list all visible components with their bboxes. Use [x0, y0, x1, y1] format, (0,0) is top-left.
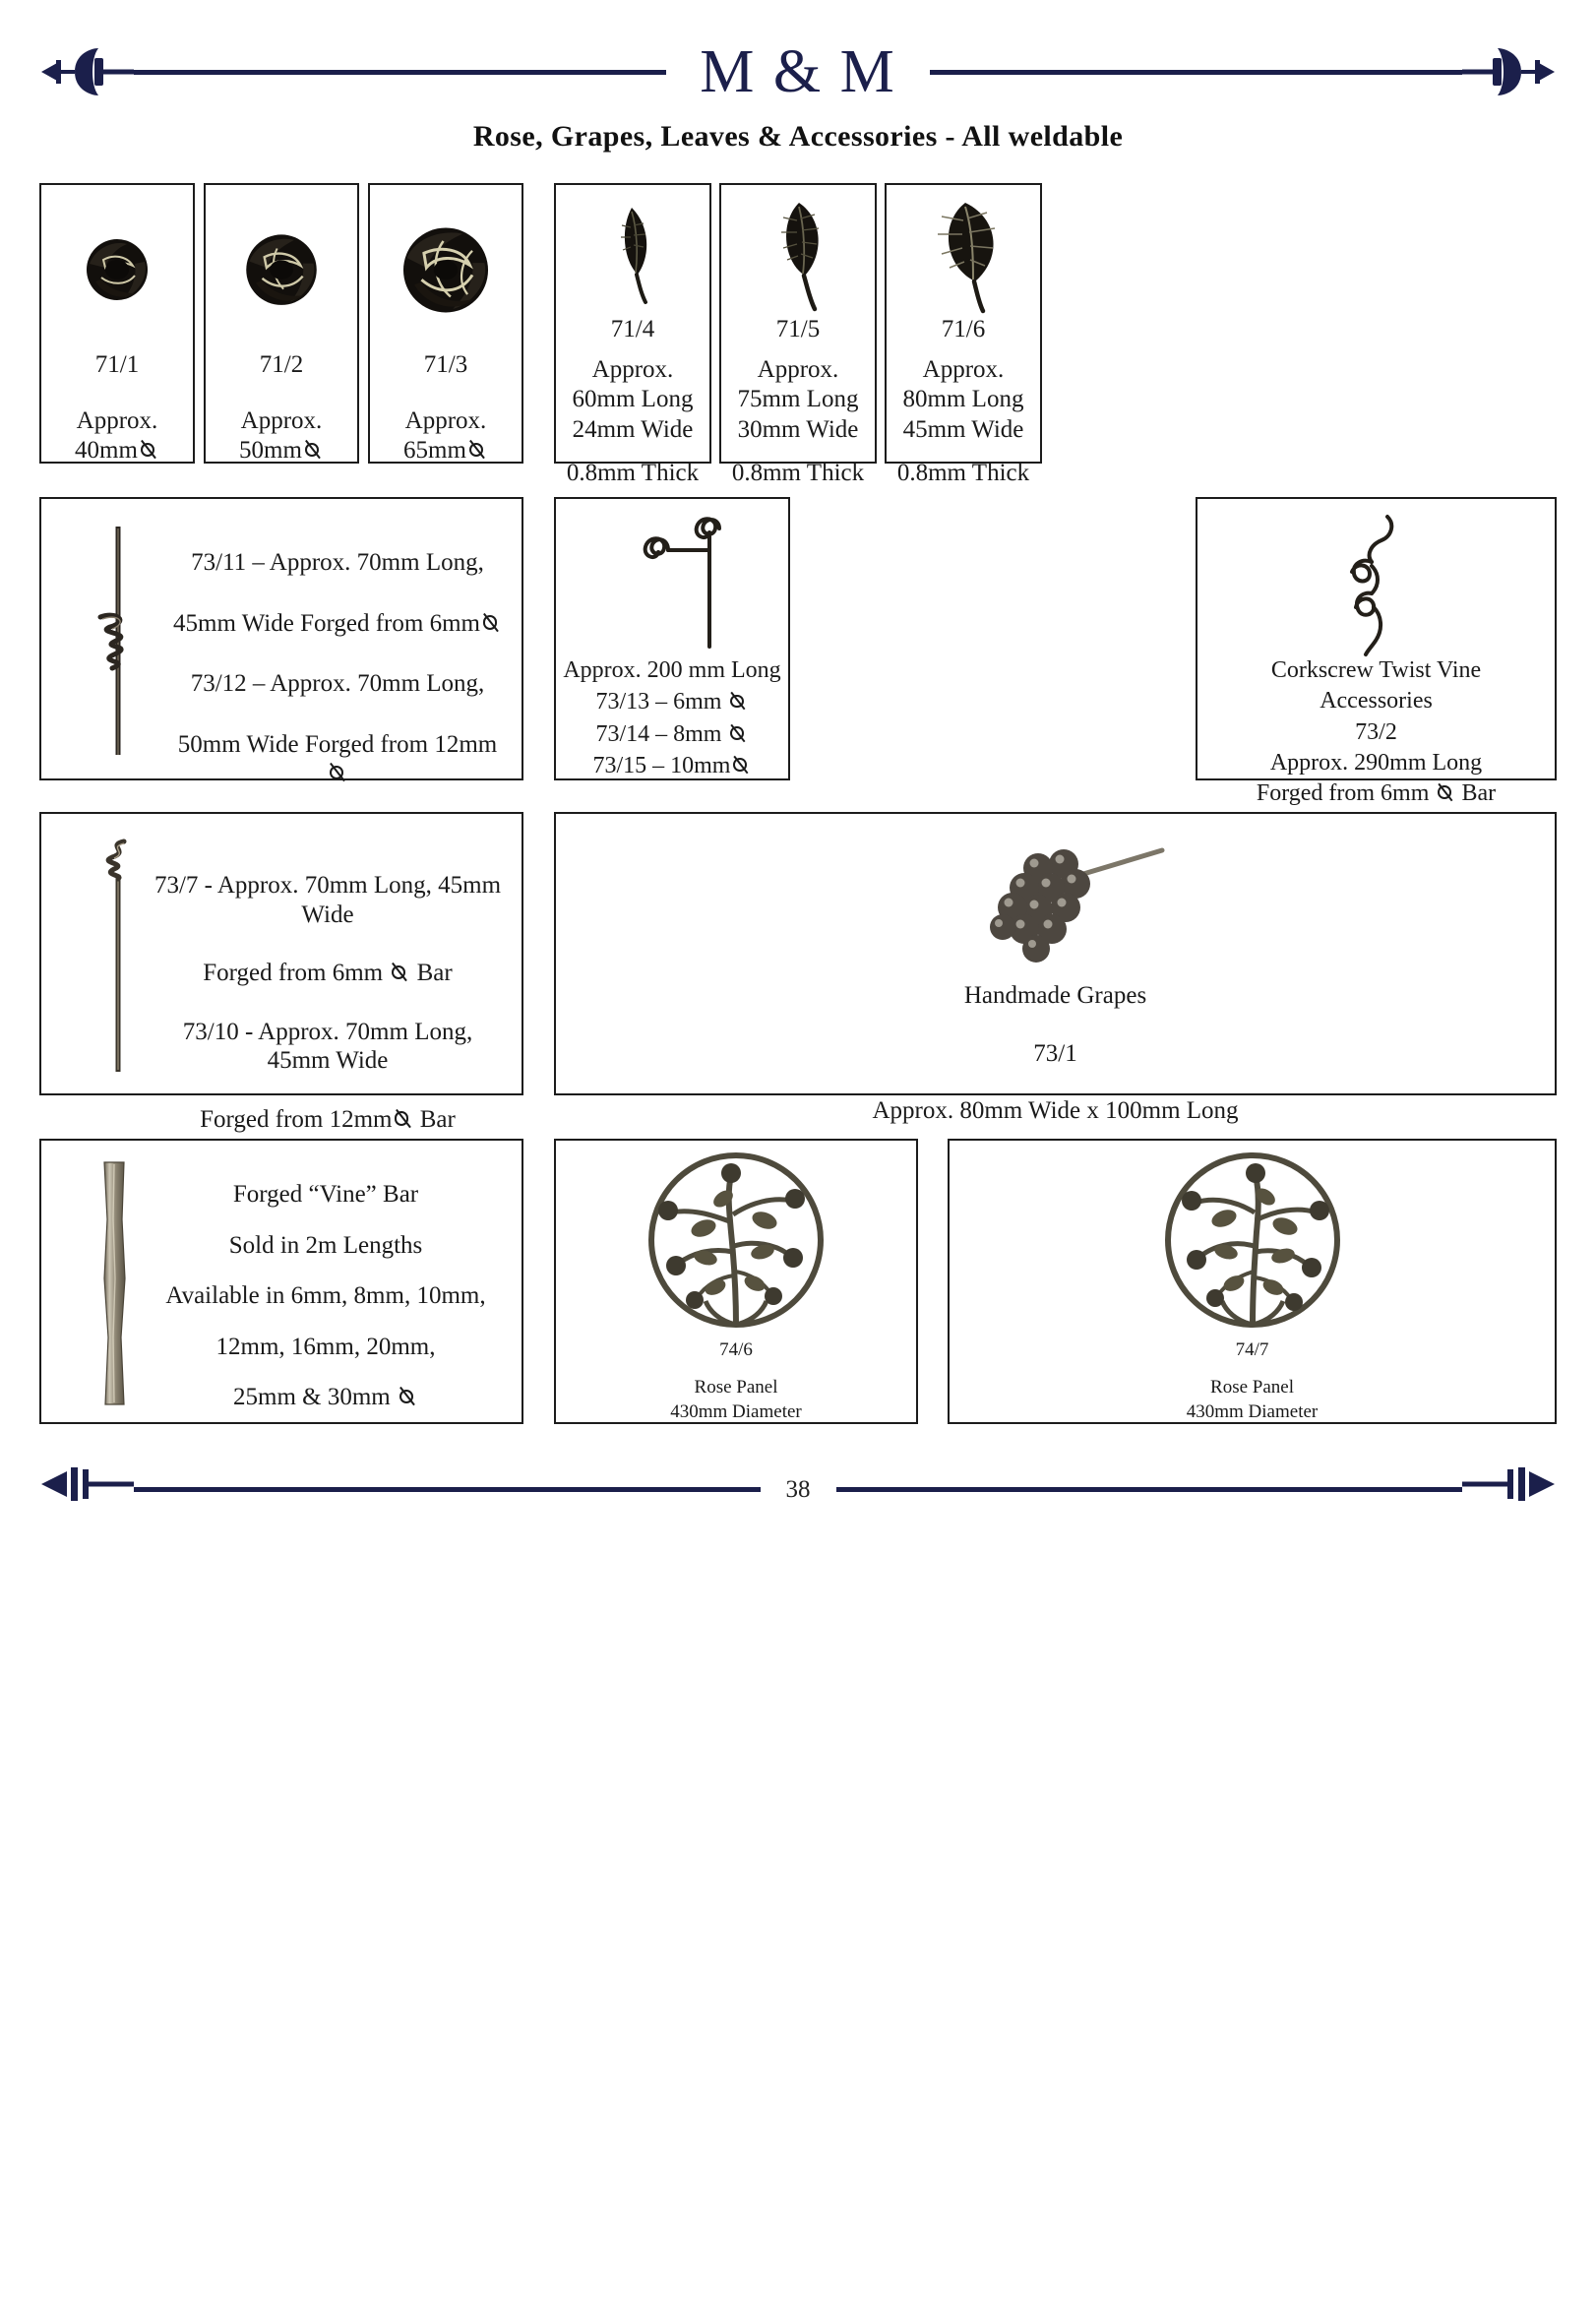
product-length: 75mm Long	[737, 386, 859, 412]
desc-line-2: Sold in 2m Lengths	[228, 1231, 423, 1259]
product-code: 71/3	[423, 351, 468, 378]
product-diameter	[41, 436, 193, 466]
desc-line-2: Accessories	[1320, 688, 1433, 715]
product-diameter-value: 65mm	[403, 437, 466, 464]
page-subtitle: Rose, Grapes, Leaves & Accessories - All weldable	[472, 120, 1124, 153]
diameter-icon	[731, 756, 750, 775]
product-size: 430mm Diameter	[1186, 1401, 1319, 1423]
product-card-71-4	[554, 183, 711, 486]
desc-line-4	[556, 752, 788, 780]
rose-panel-photo	[950, 1150, 1555, 1342]
diameter-icon	[1436, 783, 1454, 802]
desc-line-4	[150, 1105, 506, 1135]
forged-spiral-spike-icon	[89, 836, 148, 1077]
rose-bloom-icon	[388, 210, 504, 326]
desc-line-2	[169, 609, 506, 639]
product-approx-label: Approx.	[76, 406, 158, 434]
product-code: 74/6	[719, 1339, 753, 1360]
product-approx-label: Approx.	[240, 406, 323, 434]
pigtail-scroll-icon	[593, 507, 751, 654]
product-code: 71/1	[94, 351, 140, 378]
product-diameter	[370, 436, 522, 466]
product-code: 71/4	[610, 316, 655, 342]
header-rule	[39, 37, 1557, 106]
handmade-grapes-photo	[556, 828, 1555, 970]
page-number: 38	[785, 1475, 811, 1503]
desc-line-4-text: Forged from 12mm	[200, 1105, 393, 1133]
diameter-icon	[728, 723, 747, 742]
product-card-74-7	[948, 1139, 1557, 1424]
grape-bunch-icon	[918, 821, 1194, 978]
product-caption	[556, 981, 1555, 1127]
product-name: Rose Panel	[694, 1376, 778, 1398]
product-card-71-3	[368, 183, 523, 464]
leaf-icon	[598, 202, 667, 310]
desc-line-1: Forged “Vine” Bar	[232, 1181, 419, 1208]
product-diameter-value: 50mm	[239, 437, 302, 464]
diameter-icon	[139, 440, 158, 460]
desc-line-5-text: 25mm & 30mm	[233, 1384, 391, 1410]
product-caption	[206, 350, 357, 466]
product-card-vine-bar	[39, 1139, 523, 1424]
desc-line-5-suffix: Bar	[1461, 780, 1497, 807]
footer-rule-line-right	[836, 1487, 1463, 1492]
product-caption	[41, 350, 193, 466]
product-diameter	[206, 436, 357, 466]
product-code: 73/1	[1033, 1039, 1077, 1067]
product-caption	[887, 315, 1040, 489]
product-card-74-6	[554, 1139, 918, 1424]
diameter-icon	[728, 692, 747, 711]
product-thickness: 0.8mm Thick	[896, 460, 1030, 486]
rose-photo	[370, 199, 522, 337]
product-card-73-2	[1196, 497, 1557, 807]
footer-rule	[39, 1461, 1557, 1517]
desc-line-3	[556, 720, 788, 749]
corkscrew-twist-icon	[1322, 509, 1431, 656]
product-length: 80mm Long	[902, 386, 1024, 412]
product-thickness: 0.8mm Thick	[566, 460, 700, 486]
leaf-photo	[721, 197, 875, 315]
product-caption	[370, 350, 522, 466]
rose-panel-ring-icon	[593, 1153, 879, 1340]
product-card-73-13-73-15	[554, 497, 790, 780]
header-rule-line-right	[930, 70, 1462, 75]
desc-line-2-text: Forged from 6mm	[203, 960, 384, 986]
product-size: Approx. 80mm Wide x 100mm Long	[872, 1097, 1239, 1124]
leaf-icon	[754, 197, 842, 315]
forged-collar-bar-icon	[87, 523, 150, 759]
diameter-icon	[394, 1109, 413, 1129]
desc-line-4: Approx. 290mm Long	[1269, 749, 1483, 776]
desc-line-2-text: 73/13 – 6mm	[595, 689, 722, 715]
product-description	[1197, 656, 1555, 810]
product-card-71-1	[39, 183, 195, 464]
product-description	[150, 871, 506, 1134]
product-card-71-2	[204, 183, 359, 464]
product-caption	[721, 315, 875, 489]
header-rule-line-left	[134, 70, 666, 75]
leaf-photo	[887, 197, 1040, 315]
rose-photo	[206, 199, 357, 337]
footer-spear-finial-right-icon	[1462, 1461, 1557, 1517]
product-length: 60mm Long	[572, 386, 694, 412]
pigtail-scroll-photo	[556, 507, 788, 654]
forged-vine-bar-icon	[92, 1160, 138, 1406]
desc-line-1: 73/7 - Approx. 70mm Long, 45mm Wide	[153, 872, 502, 928]
product-code: 73/2	[1355, 718, 1397, 745]
product-approx-label: Approx.	[591, 355, 674, 383]
desc-line-2-text: 45mm Wide Forged from 6mm	[173, 609, 480, 637]
product-card-73-7-73-10	[39, 812, 523, 1133]
corkscrew-vine-photo	[1197, 509, 1555, 656]
diameter-icon	[390, 963, 409, 982]
product-name: Handmade Grapes	[963, 982, 1147, 1009]
desc-line-5	[1197, 779, 1555, 808]
desc-line-1: Approx. 200 mm Long	[563, 657, 781, 683]
product-description	[169, 548, 506, 788]
footer-spear-finial-left-icon	[39, 1461, 134, 1517]
product-approx-label: Approx.	[404, 406, 487, 434]
product-diameter-value: 40mm	[75, 437, 138, 464]
diameter-icon	[481, 613, 501, 633]
product-code: 71/5	[775, 316, 821, 342]
product-caption	[556, 1337, 916, 1425]
diameter-icon	[328, 763, 347, 782]
product-description	[556, 656, 788, 783]
product-name: Rose Panel	[1210, 1376, 1294, 1398]
rose-panel-ring-icon	[1110, 1153, 1395, 1340]
desc-line-4-text: 73/15 – 10mm	[592, 752, 731, 778]
desc-line-2	[556, 688, 788, 716]
product-code: 71/2	[259, 351, 304, 378]
desc-line-3: Available in 6mm, 8mm, 10mm,	[165, 1282, 486, 1309]
product-card-71-5	[719, 183, 877, 486]
desc-line-4-text: 50mm Wide Forged from 12mm	[177, 730, 498, 758]
footer-rule-line-left	[134, 1487, 761, 1492]
desc-line-3: 73/12 – Approx. 70mm Long,	[190, 670, 485, 697]
desc-line-1: 73/11 – Approx. 70mm Long,	[191, 549, 484, 576]
product-description	[150, 1180, 502, 1412]
diameter-icon	[467, 440, 487, 460]
desc-line-2-suffix: Bar	[416, 960, 453, 986]
diameter-icon	[398, 1387, 417, 1406]
desc-line-1: Corkscrew Twist Vine	[1270, 657, 1482, 683]
product-card-73-1	[554, 812, 1557, 1124]
product-size: 430mm Diameter	[670, 1401, 802, 1423]
desc-line-5	[150, 1383, 502, 1412]
product-code: 74/7	[1235, 1339, 1269, 1360]
product-card-71-6	[885, 183, 1042, 486]
spear-finial-left-icon	[39, 44, 134, 99]
leaf-photo	[556, 197, 709, 315]
product-thickness: 0.8mm Thick	[731, 460, 865, 486]
rose-photo	[41, 199, 193, 337]
desc-line-4: 12mm, 16mm, 20mm,	[215, 1333, 436, 1360]
product-width: 24mm Wide	[572, 415, 694, 443]
product-approx-label: Approx.	[757, 355, 839, 383]
product-width: 30mm Wide	[737, 415, 859, 443]
desc-line-3: 73/10 - Approx. 70mm Long, 45mm Wide	[182, 1018, 473, 1074]
diameter-icon	[303, 440, 323, 460]
brand-title: M & M	[700, 38, 896, 105]
desc-line-4-suffix: Bar	[419, 1105, 456, 1133]
rose-bloom-icon	[70, 220, 164, 315]
product-approx-label: Approx.	[922, 355, 1005, 383]
rose-bloom-icon	[230, 217, 333, 319]
desc-line-4	[169, 730, 506, 788]
product-code: 71/6	[941, 316, 986, 342]
leaf-icon	[908, 197, 1018, 315]
rose-panel-photo	[556, 1150, 916, 1342]
desc-line-5-text: Forged from 6mm	[1256, 780, 1430, 807]
product-caption	[950, 1337, 1555, 1425]
desc-line-3-text: 73/14 – 8mm	[595, 720, 722, 747]
product-width: 45mm Wide	[902, 415, 1024, 443]
spear-finial-right-icon	[1462, 44, 1557, 99]
desc-line-2	[150, 959, 506, 988]
product-caption	[556, 315, 709, 489]
product-card-73-11-73-12	[39, 497, 523, 780]
